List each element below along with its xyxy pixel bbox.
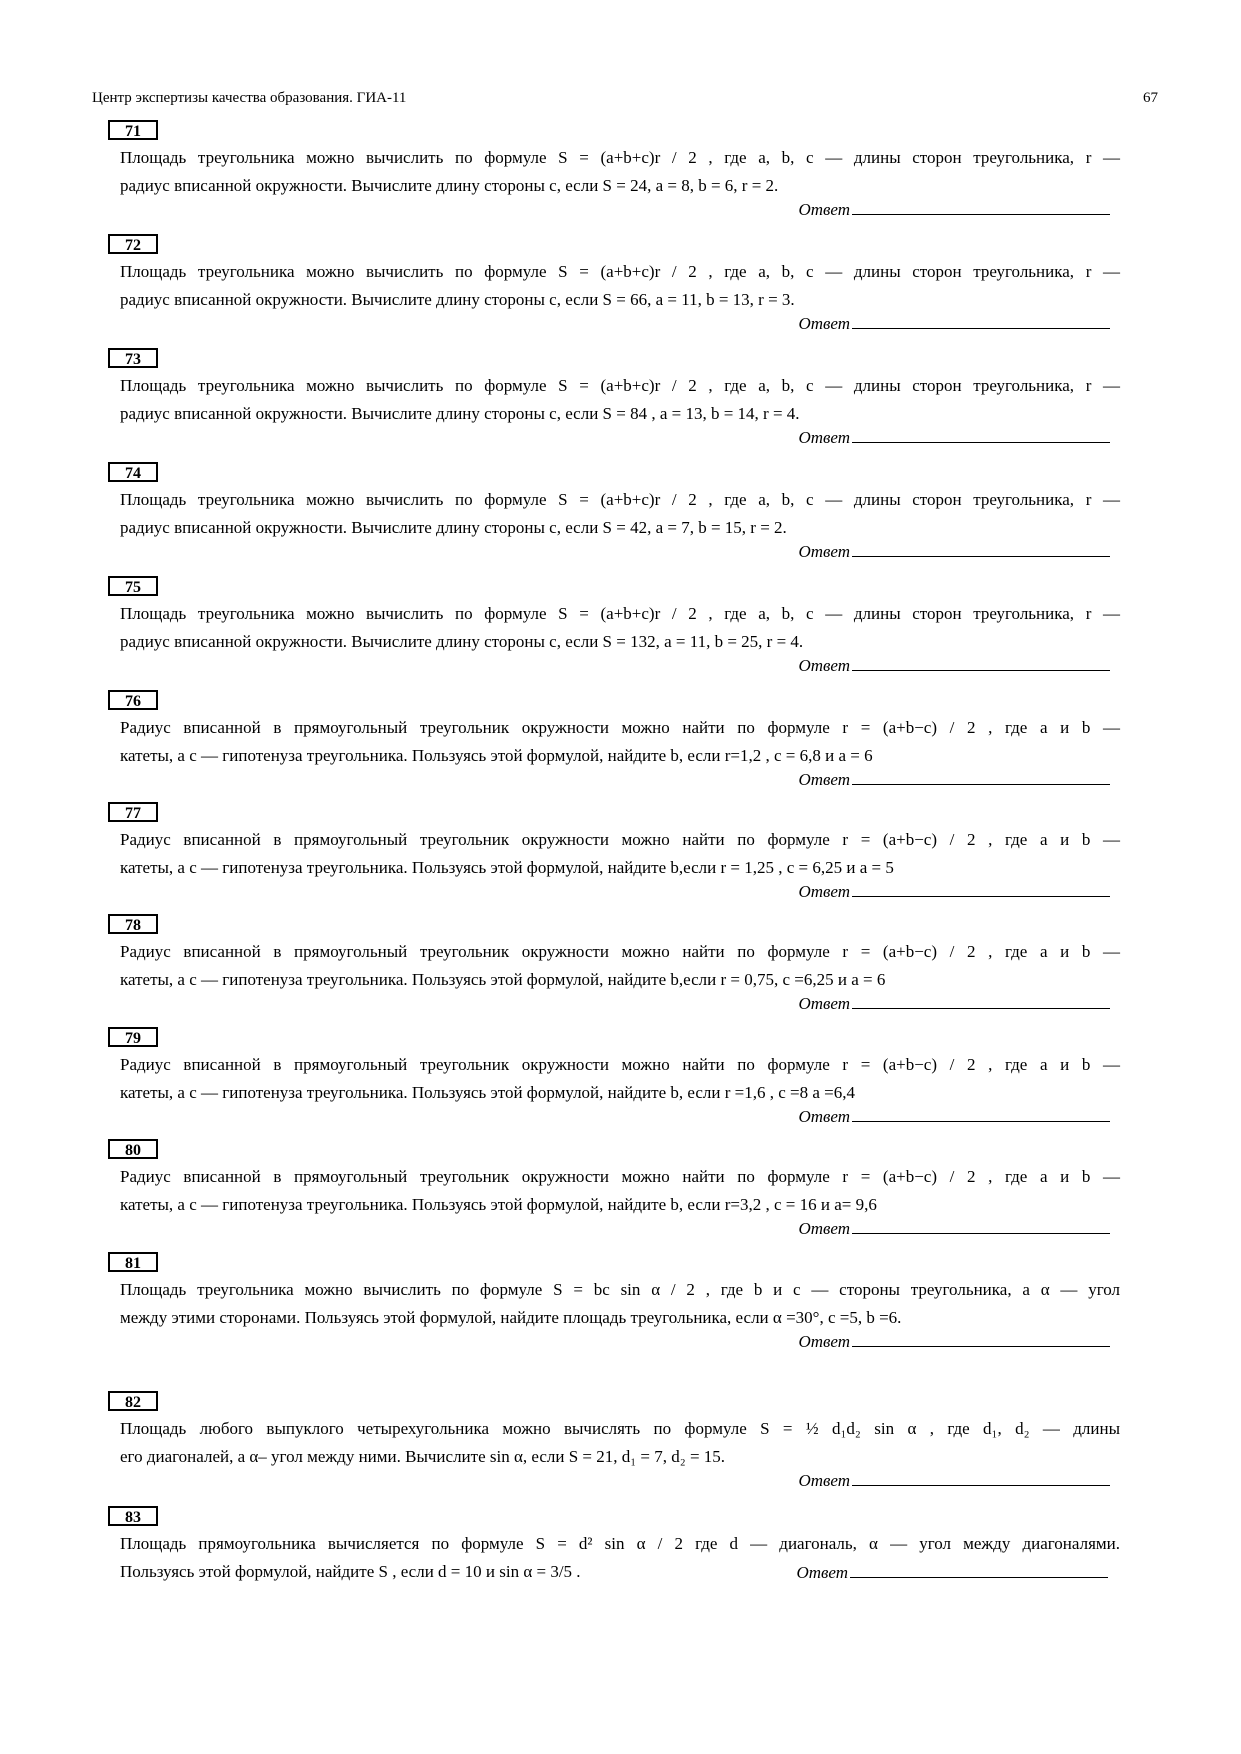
problem-text-line2: катеты, а c — гипотенуза треугольника. Пользуясь этой формулой, найдите b,если r = 1,25 , c = 6,25 и a = 5: [120, 858, 894, 877]
answer-field[interactable]: [796, 1560, 1108, 1583]
problem-text-line1: Радиус вписанной в прямоугольный треугольник окружности можно найти по формуле r = (a+b−c) / 2 , где a и b —: [120, 1055, 1120, 1074]
problem-number: 80: [108, 1139, 158, 1159]
answer-field[interactable]: [798, 1104, 1110, 1127]
problem-number: 73: [108, 348, 158, 368]
problem-number: 74: [108, 462, 158, 482]
answer-field[interactable]: [798, 1468, 1110, 1491]
answer-label: Ответ: [798, 994, 850, 1013]
page-number: 67: [1143, 90, 1158, 106]
answer-label: Ответ: [798, 1471, 850, 1490]
problem-text-line2: его диагоналей, а α– угол между ними. Вычислите sin α, если S = 21, d₁ = 7, d₂ = 15.: [120, 1447, 726, 1466]
problem-text-line2: катеты, а c — гипотенуза треугольника. Пользуясь этой формулой, найдите b, если r =1,6 , c =8 a =6,4: [120, 1083, 855, 1102]
problem-text-line2: радиус вписанной окружности. Вычислите длину стороны c, если S = 42, a = 7, b = 15, r = 2.: [120, 518, 787, 537]
answer-label: Ответ: [798, 1332, 850, 1351]
answer-field[interactable]: [798, 425, 1110, 448]
answer-blank[interactable]: [850, 1560, 1108, 1578]
answer-label: Ответ: [798, 882, 850, 901]
answer-field[interactable]: [798, 1329, 1110, 1352]
problem-text-line1: Радиус вписанной в прямоугольный треугольник окружности можно найти по формуле r = (a+b−c) / 2 , где a и b —: [120, 942, 1120, 961]
answer-blank[interactable]: [852, 653, 1110, 671]
answer-blank[interactable]: [852, 311, 1110, 329]
problem-number: 83: [108, 1506, 158, 1526]
answer-blank[interactable]: [852, 1468, 1110, 1486]
problem-number: 82: [108, 1391, 158, 1411]
answer-field[interactable]: [798, 197, 1110, 220]
problem-text-line1: Площадь треугольника можно вычислить по формуле S = bc sin α / 2 , где b и c — стороны треугольника, а α — угол: [120, 1280, 1120, 1299]
answer-field[interactable]: [798, 767, 1110, 790]
answer-blank[interactable]: [852, 1104, 1110, 1122]
answer-blank[interactable]: [852, 539, 1110, 557]
problem-text-line1: Площадь любого выпуклого четырехугольника можно вычислять по формуле S = ½ d₁d₂ sin α , где d₁, d₂ — длины: [120, 1419, 1120, 1438]
problem-text-line1: Радиус вписанной в прямоугольный треугольник окружности можно найти по формуле r = (a+b−c) / 2 , где a и b —: [120, 718, 1120, 737]
problem-text-line1: Площадь треугольника можно вычислить по формуле S = (a+b+c)r / 2 , где a, b, c — длины сторон треугольника, r —: [120, 490, 1120, 509]
problem-number: 78: [108, 914, 158, 934]
problem-text-line1: Радиус вписанной в прямоугольный треугольник окружности можно найти по формуле r = (a+b−c) / 2 , где a и b —: [120, 1167, 1120, 1186]
answer-blank[interactable]: [852, 879, 1110, 897]
problem-text-line1: Площадь треугольника можно вычислить по формуле S = (a+b+c)r / 2 , где a, b, c — длины сторон треугольника, r —: [120, 148, 1120, 167]
problem-text-line2: между этими сторонами. Пользуясь этой формулой, найдите площадь треугольника, если α =30°, c =5, b =6.: [120, 1308, 902, 1327]
problem-number: 79: [108, 1027, 158, 1047]
answer-field[interactable]: [798, 879, 1110, 902]
answer-field[interactable]: [798, 653, 1110, 676]
problem-text-line2: Пользуясь этой формулой, найдите S , если d = 10 и sin α = 3/5 .: [120, 1562, 581, 1581]
answer-label: Ответ: [798, 200, 850, 219]
problem-number: 77: [108, 802, 158, 822]
problem-number: 72: [108, 234, 158, 254]
problem-text-line1: Площадь прямоугольника вычисляется по формуле S = d² sin α / 2 где d — диагональ, α — угол между диагоналями.: [120, 1534, 1120, 1553]
answer-blank[interactable]: [852, 425, 1110, 443]
answer-label: Ответ: [798, 770, 850, 789]
answer-field[interactable]: [798, 991, 1110, 1014]
problem-text-line2: радиус вписанной окружности. Вычислите длину стороны c, если S = 84 , a = 13, b = 14, r = 4.: [120, 404, 800, 423]
answer-label: Ответ: [798, 1219, 850, 1238]
problem-number: 75: [108, 576, 158, 596]
problem-text-line2: радиус вписанной окружности. Вычислите длину стороны c, если S = 66, a = 11, b = 13, r = 3.: [120, 290, 795, 309]
problem-number: 76: [108, 690, 158, 710]
problem-text-line2: радиус вписанной окружности. Вычислите длину стороны c, если S = 24, a = 8, b = 6, r = 2.: [120, 176, 779, 195]
problem-text-line2: катеты, а c — гипотенуза треугольника. Пользуясь этой формулой, найдите b, если r=1,2 , c = 6,8 и a = 6: [120, 746, 873, 765]
problem-text-line1: Площадь треугольника можно вычислить по формуле S = (a+b+c)r / 2 , где a, b, c — длины сторон треугольника, r —: [120, 604, 1120, 623]
answer-field[interactable]: [798, 1216, 1110, 1239]
answer-blank[interactable]: [852, 1329, 1110, 1347]
answer-blank[interactable]: [852, 991, 1110, 1009]
answer-blank[interactable]: [852, 197, 1110, 215]
header-title: Центр экспертизы качества образования. ГИА-11: [92, 90, 407, 106]
answer-label: Ответ: [798, 314, 850, 333]
problem-number: 71: [108, 120, 158, 140]
answer-field[interactable]: [798, 311, 1110, 334]
problem-text-line1: Площадь треугольника можно вычислить по формуле S = (a+b+c)r / 2 , где a, b, c — длины сторон треугольника, r —: [120, 376, 1120, 395]
problem-text-line2: катеты, а c — гипотенуза треугольника. Пользуясь этой формулой, найдите b, если r=3,2 , c = 16 и a= 9,6: [120, 1195, 877, 1214]
answer-label: Ответ: [798, 656, 850, 675]
answer-label: Ответ: [798, 428, 850, 447]
problem-text-line2: катеты, а c — гипотенуза треугольника. Пользуясь этой формулой, найдите b,если r = 0,75, c =6,25 и a = 6: [120, 970, 886, 989]
answer-blank[interactable]: [852, 767, 1110, 785]
answer-blank[interactable]: [852, 1216, 1110, 1234]
problem-text-line1: Площадь треугольника можно вычислить по формуле S = (a+b+c)r / 2 , где a, b, c — длины сторон треугольника, r —: [120, 262, 1120, 281]
answer-label: Ответ: [796, 1563, 848, 1582]
problem-text-line1: Радиус вписанной в прямоугольный треугольник окружности можно найти по формуле r = (a+b−c) / 2 , где a и b —: [120, 830, 1120, 849]
answer-field[interactable]: [798, 539, 1110, 562]
answer-label: Ответ: [798, 542, 850, 561]
answer-label: Ответ: [798, 1107, 850, 1126]
problem-text-line2: радиус вписанной окружности. Вычислите длину стороны c, если S = 132, a = 11, b = 25, r = 4.: [120, 632, 804, 651]
problem-number: 81: [108, 1252, 158, 1272]
